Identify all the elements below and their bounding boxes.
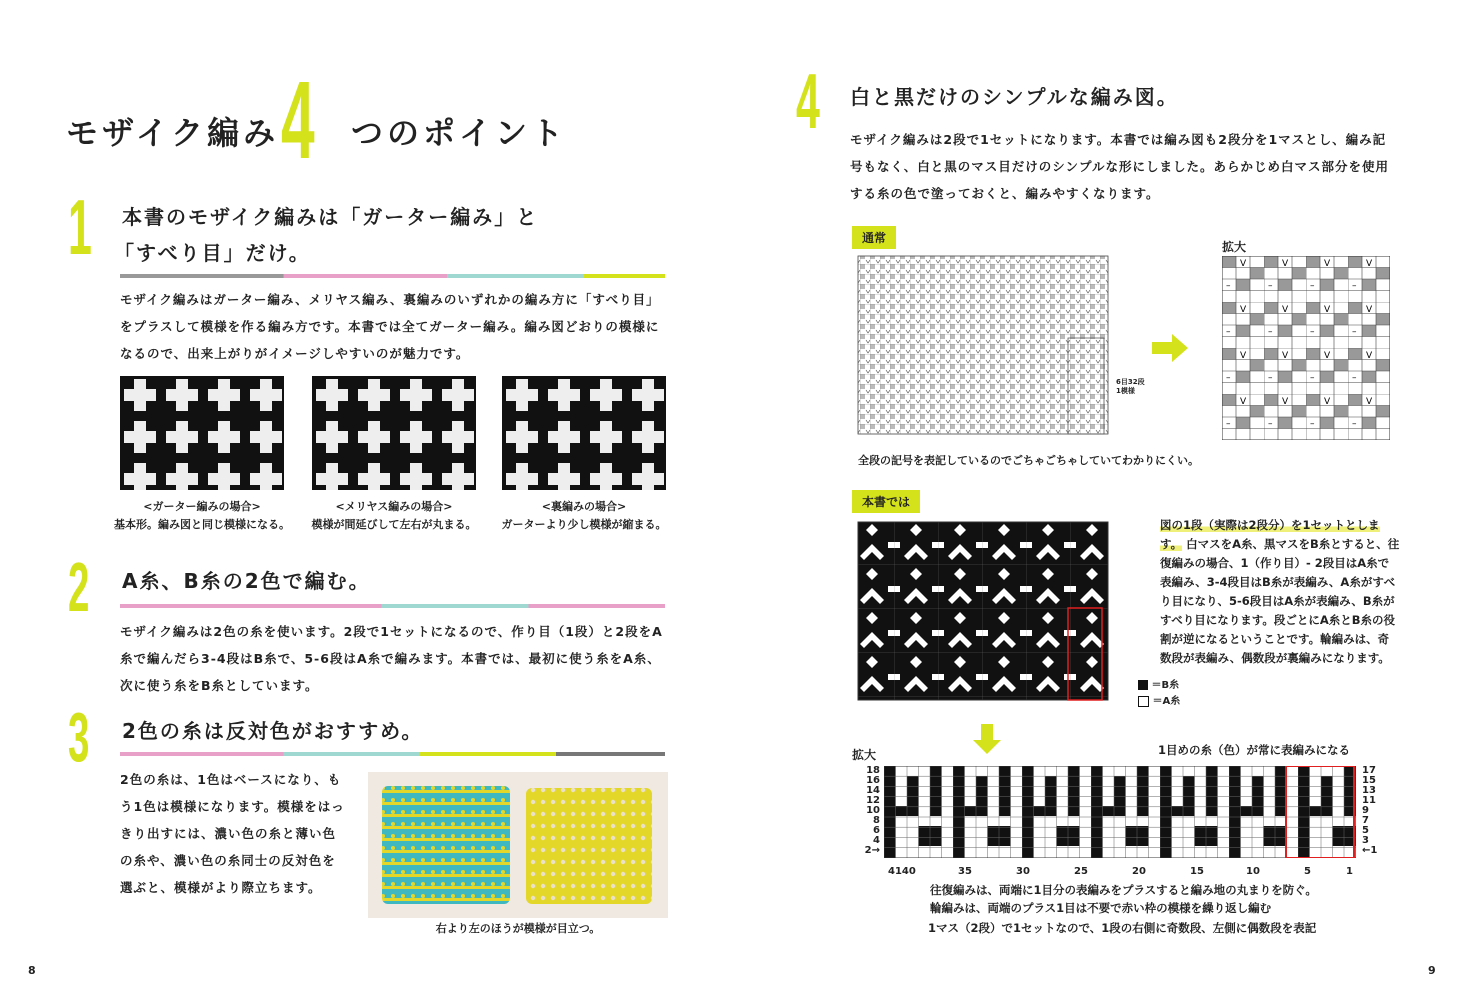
title-part-a: モザイク編み [66, 114, 280, 152]
zoom2-row-labels-left [860, 766, 880, 856]
row-label: 3 [1362, 835, 1369, 846]
zoom2-chart-image [884, 766, 1356, 858]
point-1-number: 1 [68, 183, 92, 271]
row-label: 7 [1362, 815, 1369, 826]
col-label: 4140 [888, 866, 916, 877]
point-4-number: 4 [796, 57, 820, 145]
swatch-reverse-caption [490, 498, 678, 534]
col-label: 1 [1346, 866, 1353, 877]
swatch-stockinette [312, 376, 476, 490]
point-2-divider [120, 604, 665, 608]
swatch-stockinette-image [312, 376, 476, 490]
swatch-stockinette-caption [300, 498, 488, 534]
point-3-heading: 2色の糸は反対色がおすすめ。 [122, 719, 424, 743]
row-label: 17 [1362, 765, 1376, 776]
legend-a [1138, 694, 1180, 710]
book-body-highlight: 図の1段（実際は2段分）を1セットとします。 [1160, 518, 1380, 551]
title-number: 4 [281, 59, 315, 182]
legend-b-label: ＝B糸 [1151, 680, 1180, 691]
row-label: 14 [866, 785, 880, 796]
point-3-number: 3 [68, 698, 90, 776]
normal-chart-image [850, 254, 1140, 448]
row-label: 9 [1362, 805, 1369, 816]
swatch-garter-title: <ガーター編みの場合> [143, 500, 261, 513]
col-label: 10 [1246, 866, 1260, 877]
legend-a-label: ＝A糸 [1152, 696, 1181, 707]
book-body-rest: 白マスをA糸、黒マスをB糸とすると、往復編みの場合、1（作り目）- 2段目はA糸で表編み、3-4段目はB糸が表編み、A糸がすべり目になり、5-6段目はA糸が表編み、B糸がすべり目になります。段ごとにA糸とB糸の役割が逆になるということです。輪編みは、奇数段が表編み、偶数段が裏編みになります。 [1160, 537, 1400, 665]
book-body [1160, 516, 1400, 668]
row-label: 13 [1362, 785, 1376, 796]
row-label: 4 [873, 835, 880, 846]
swatch-garter-caption [108, 498, 296, 534]
repeat-note-line2: 1模様 [1116, 387, 1135, 395]
yarn-photo [368, 772, 668, 918]
point-1-divider [120, 274, 665, 278]
row-label: 11 [1362, 795, 1376, 806]
swatch-reverse-image [502, 376, 666, 490]
row-label: 15 [1362, 775, 1376, 786]
normal-chart [850, 254, 1140, 452]
zoom2-row-labels-right [1362, 766, 1386, 856]
swatch-garter-desc: 基本形。編み図と同じ模様になる。 [114, 518, 290, 531]
zoom2-top-note: 1目めの糸（色）が常に表編みになる [1158, 743, 1350, 757]
swatch-reverse-title: <裏編みの場合> [541, 500, 627, 513]
zoom-chart [1222, 256, 1390, 444]
col-label: 15 [1190, 866, 1204, 877]
swatch-reverse [502, 376, 666, 490]
col-label: 35 [958, 866, 972, 877]
page-number-right: 9 [1428, 964, 1436, 977]
legend [1138, 678, 1180, 710]
row-label: 6 [873, 825, 880, 836]
legend-b-swatch [1138, 680, 1148, 690]
title-part-b: つのポイント [351, 114, 568, 152]
legend-a-swatch [1138, 696, 1149, 707]
swatch-stockinette-desc: 模様が間延びして左右が丸まる。 [311, 518, 477, 531]
point-3-divider [120, 752, 665, 756]
yarn-photo-caption: 右より左のほうが模様が目立つ。 [435, 922, 601, 935]
row-label: 16 [866, 775, 880, 786]
row-label: ←1 [1362, 845, 1378, 856]
point-2-body: モザイク編みは2色の糸を使います。2段で1セットになるので、作り目（1段）と2段をA糸で編んだら3-4段はB糸で、5-6段はA糸で編みます。本書では、最初に使う糸をA糸、次に使う糸をB糸としています。 [120, 624, 663, 693]
arrow-down-icon [972, 722, 1002, 760]
normal-label: 通常 [852, 226, 896, 249]
point-2-number: 2 [68, 548, 90, 626]
row-label: 5 [1362, 825, 1369, 836]
normal-note: 全段の記号を表記しているのでごちゃごちゃしていてわかりにくい。 [858, 454, 1199, 467]
row-label: 10 [866, 805, 880, 816]
swatch-reverse-desc: ガーターより少し模様が縮まる。 [501, 518, 667, 531]
swatch-stockinette-title: <メリヤス編みの場合> [335, 500, 453, 513]
book-chart-image [850, 520, 1140, 714]
col-label: 5 [1304, 866, 1311, 877]
row-label: 18 [866, 765, 880, 776]
point-2-heading: A糸、B糸の2色で編む。 [122, 569, 371, 593]
repeat-note [1116, 378, 1145, 396]
col-label: 30 [1016, 866, 1030, 877]
row-label: 12 [866, 795, 880, 806]
book-chart [850, 520, 1140, 718]
point-1-body: モザイク編みはガーター編み、メリヤス編み、裏編みのいずれかの編み方に「すべり目」をプラスして模様を作る編み方です。本書では全てガーター編み。編み図どおりの模様になるので、出来上がりがイメージしやすいのが魅力です。 [120, 292, 660, 361]
zoom2-chart [884, 766, 1356, 862]
point-1-heading-line2: 「すべり目」だけ。 [114, 241, 311, 265]
col-label: 20 [1132, 866, 1146, 877]
zoom2-note-1: 往復編みは、両端に1目分の表編みをプラスすると編み地の丸まりを防ぐ。 [930, 883, 1317, 897]
swatch-garter-image [120, 376, 284, 490]
zoom2-note-3: 1マス（2段）で1セットなので、1段の右側に奇数段、左側に偶数段を表記 [928, 921, 1317, 935]
zoom-label: 拡大 [1222, 240, 1247, 254]
zoom-chart-image [1222, 256, 1390, 440]
yarn-photo-image [368, 772, 668, 918]
legend-b [1138, 678, 1180, 694]
row-label: 8 [873, 815, 880, 826]
point-4-body: モザイク編みは2段で1セットになります。本書では編み図も2段分を1マスとし、編み記号もなく、白と黒のマス目だけのシンプルな形にしました。あらかじめ白マス部分を使用する糸の色で塗っておくと、編みやすくなります。 [850, 132, 1389, 201]
arrow-right-icon [1150, 332, 1190, 368]
repeat-note-line1: 6目32段 [1116, 378, 1145, 386]
col-label: 25 [1074, 866, 1088, 877]
point-3-body: 2色の糸は、1色はベースになり、もう1色は模様になります。模様をはっきり出すには、濃い色の糸と薄い色の糸や、濃い色の糸同士の反対色を選ぶと、模様がより際立ちます。 [120, 772, 345, 895]
swatch-garter [120, 376, 284, 490]
row-label: 2→ [864, 845, 880, 856]
book-label: 本書では [852, 490, 920, 513]
zoom2-note-2: 輪編みは、両端のプラス1目は不要で赤い枠の模様を繰り返し編む [930, 901, 1272, 915]
point-4-heading: 白と黒だけのシンプルな編み図。 [850, 85, 1179, 109]
zoom2-label: 拡大 [852, 748, 877, 762]
point-1-heading-line1: 本書のモザイク編みは「ガーター編み」と [122, 205, 539, 229]
page-number-left: 8 [28, 964, 36, 977]
